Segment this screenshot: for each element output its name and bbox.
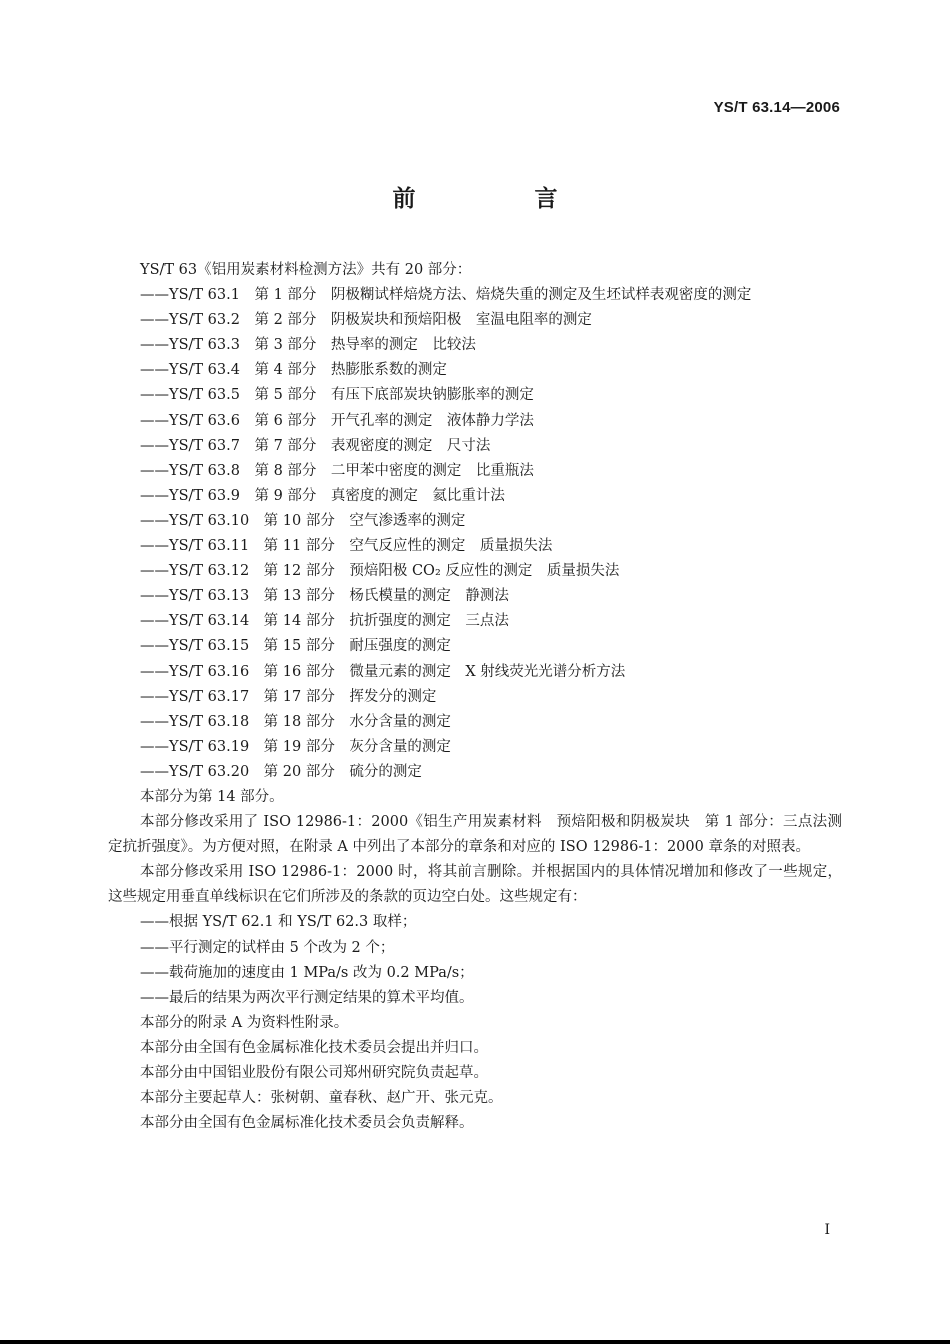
closing-line: 本部分由全国有色金属标准化技术委员会负责解释。	[140, 1115, 474, 1132]
list-item: ——YS/T 63.18 第 18 部分 水分含量的测定	[140, 713, 451, 730]
bottom-rule	[0, 1340, 950, 1344]
list-item: ——YS/T 63.12 第 12 部分 预焙阳极 CO₂ 反应性的测定 质量损失法	[140, 563, 620, 580]
list-item: ——YS/T 63.19 第 19 部分 灰分含量的测定	[140, 738, 451, 755]
list-item: ——YS/T 63.1 第 1 部分 阴极糊试样焙烧方法、焙烧失重的测定及生坯试样表观密度的测定	[140, 287, 752, 304]
list-item: ——YS/T 63.8 第 8 部分 二甲苯中密度的测定 比重瓶法	[140, 462, 534, 479]
list-item: ——YS/T 63.20 第 20 部分 硫分的测定	[140, 763, 422, 780]
page-number: I	[824, 1222, 830, 1238]
closing-line: 本部分由全国有色金属标准化技术委员会提出并归口。	[140, 1039, 488, 1056]
list-item: ——YS/T 63.2 第 2 部分 阴极炭块和预焙阳极 室温电阻率的测定	[140, 312, 592, 329]
this-part-line: 本部分为第 14 部分。	[140, 788, 284, 805]
list-item: ——YS/T 63.4 第 4 部分 热膨胀系数的测定	[140, 362, 447, 379]
parts-list	[108, 283, 842, 785]
closing-line: 本部分由中国铝业股份有限公司郑州研究院负责起草。	[140, 1065, 488, 1081]
adoption-paragraph: 本部分修改采用了 ISO 12986-1：2000《铝生产用炭素材料 预焙阳极和阴极炭块 第 1 部分：三点法测定抗折强度》。为方便对照，在附录 A 中列出了本部分的章条和对应的 ISO 12986-1：2000 章条的对照表。	[108, 814, 842, 856]
changes-list	[108, 910, 842, 1010]
list-item: ——最后的结果为两次平行测定结果的算术平均值。	[140, 989, 474, 1006]
closing-line: 本部分主要起草人：张树朝、童春秋、赵广开、张元克。	[140, 1090, 503, 1107]
page-title: 前 言	[392, 185, 606, 212]
closing-line: 本部分的附录 A 为资料性附录。	[140, 1014, 349, 1031]
standard-code: YS/T 63.14—2006	[713, 99, 840, 116]
document-body	[108, 258, 842, 1136]
list-item: ——平行测定的试样由 5 个改为 2 个；	[140, 939, 395, 956]
list-item: ——YS/T 63.17 第 17 部分 挥发分的测定	[140, 688, 437, 705]
list-item: ——YS/T 63.10 第 10 部分 空气渗透率的测定	[140, 512, 466, 529]
list-item: ——根据 YS/T 62.1 和 YS/T 62.3 取样；	[140, 914, 417, 931]
list-item: ——YS/T 63.6 第 6 部分 开气孔率的测定 液体静力学法	[140, 412, 534, 429]
intro-line: YS/T 63《铝用炭素材料检测方法》共有 20 部分：	[140, 262, 472, 278]
list-item: ——YS/T 63.16 第 16 部分 微量元素的测定 X 射线荧光光谱分析方法	[140, 663, 626, 680]
list-item: ——YS/T 63.15 第 15 部分 耐压强度的测定	[140, 638, 451, 655]
list-item: ——YS/T 63.14 第 14 部分 抗折强度的测定 三点法	[140, 613, 509, 630]
list-item: ——YS/T 63.11 第 11 部分 空气反应性的测定 质量损失法	[140, 538, 553, 555]
list-item: ——载荷施加的速度由 1 MPa/s 改为 0.2 MPa/s；	[140, 964, 474, 981]
list-item: ——YS/T 63.13 第 13 部分 杨氏模量的测定 静测法	[140, 588, 509, 605]
list-item: ——YS/T 63.3 第 3 部分 热导率的测定 比较法	[140, 337, 476, 354]
list-item: ——YS/T 63.5 第 5 部分 有压下底部炭块钠膨胀率的测定	[140, 387, 534, 404]
list-item: ——YS/T 63.9 第 9 部分 真密度的测定 氦比重计法	[140, 487, 505, 504]
list-item: ——YS/T 63.7 第 7 部分 表观密度的测定 尺寸法	[140, 437, 491, 454]
modification-paragraph: 本部分修改采用 ISO 12986-1：2000 时，将其前言删除。并根据国内的具体情况增加和修改了一些规定，这些规定用垂直单线标识在它们所涉及的条款的页边空白处。这些规定有：	[108, 864, 842, 906]
